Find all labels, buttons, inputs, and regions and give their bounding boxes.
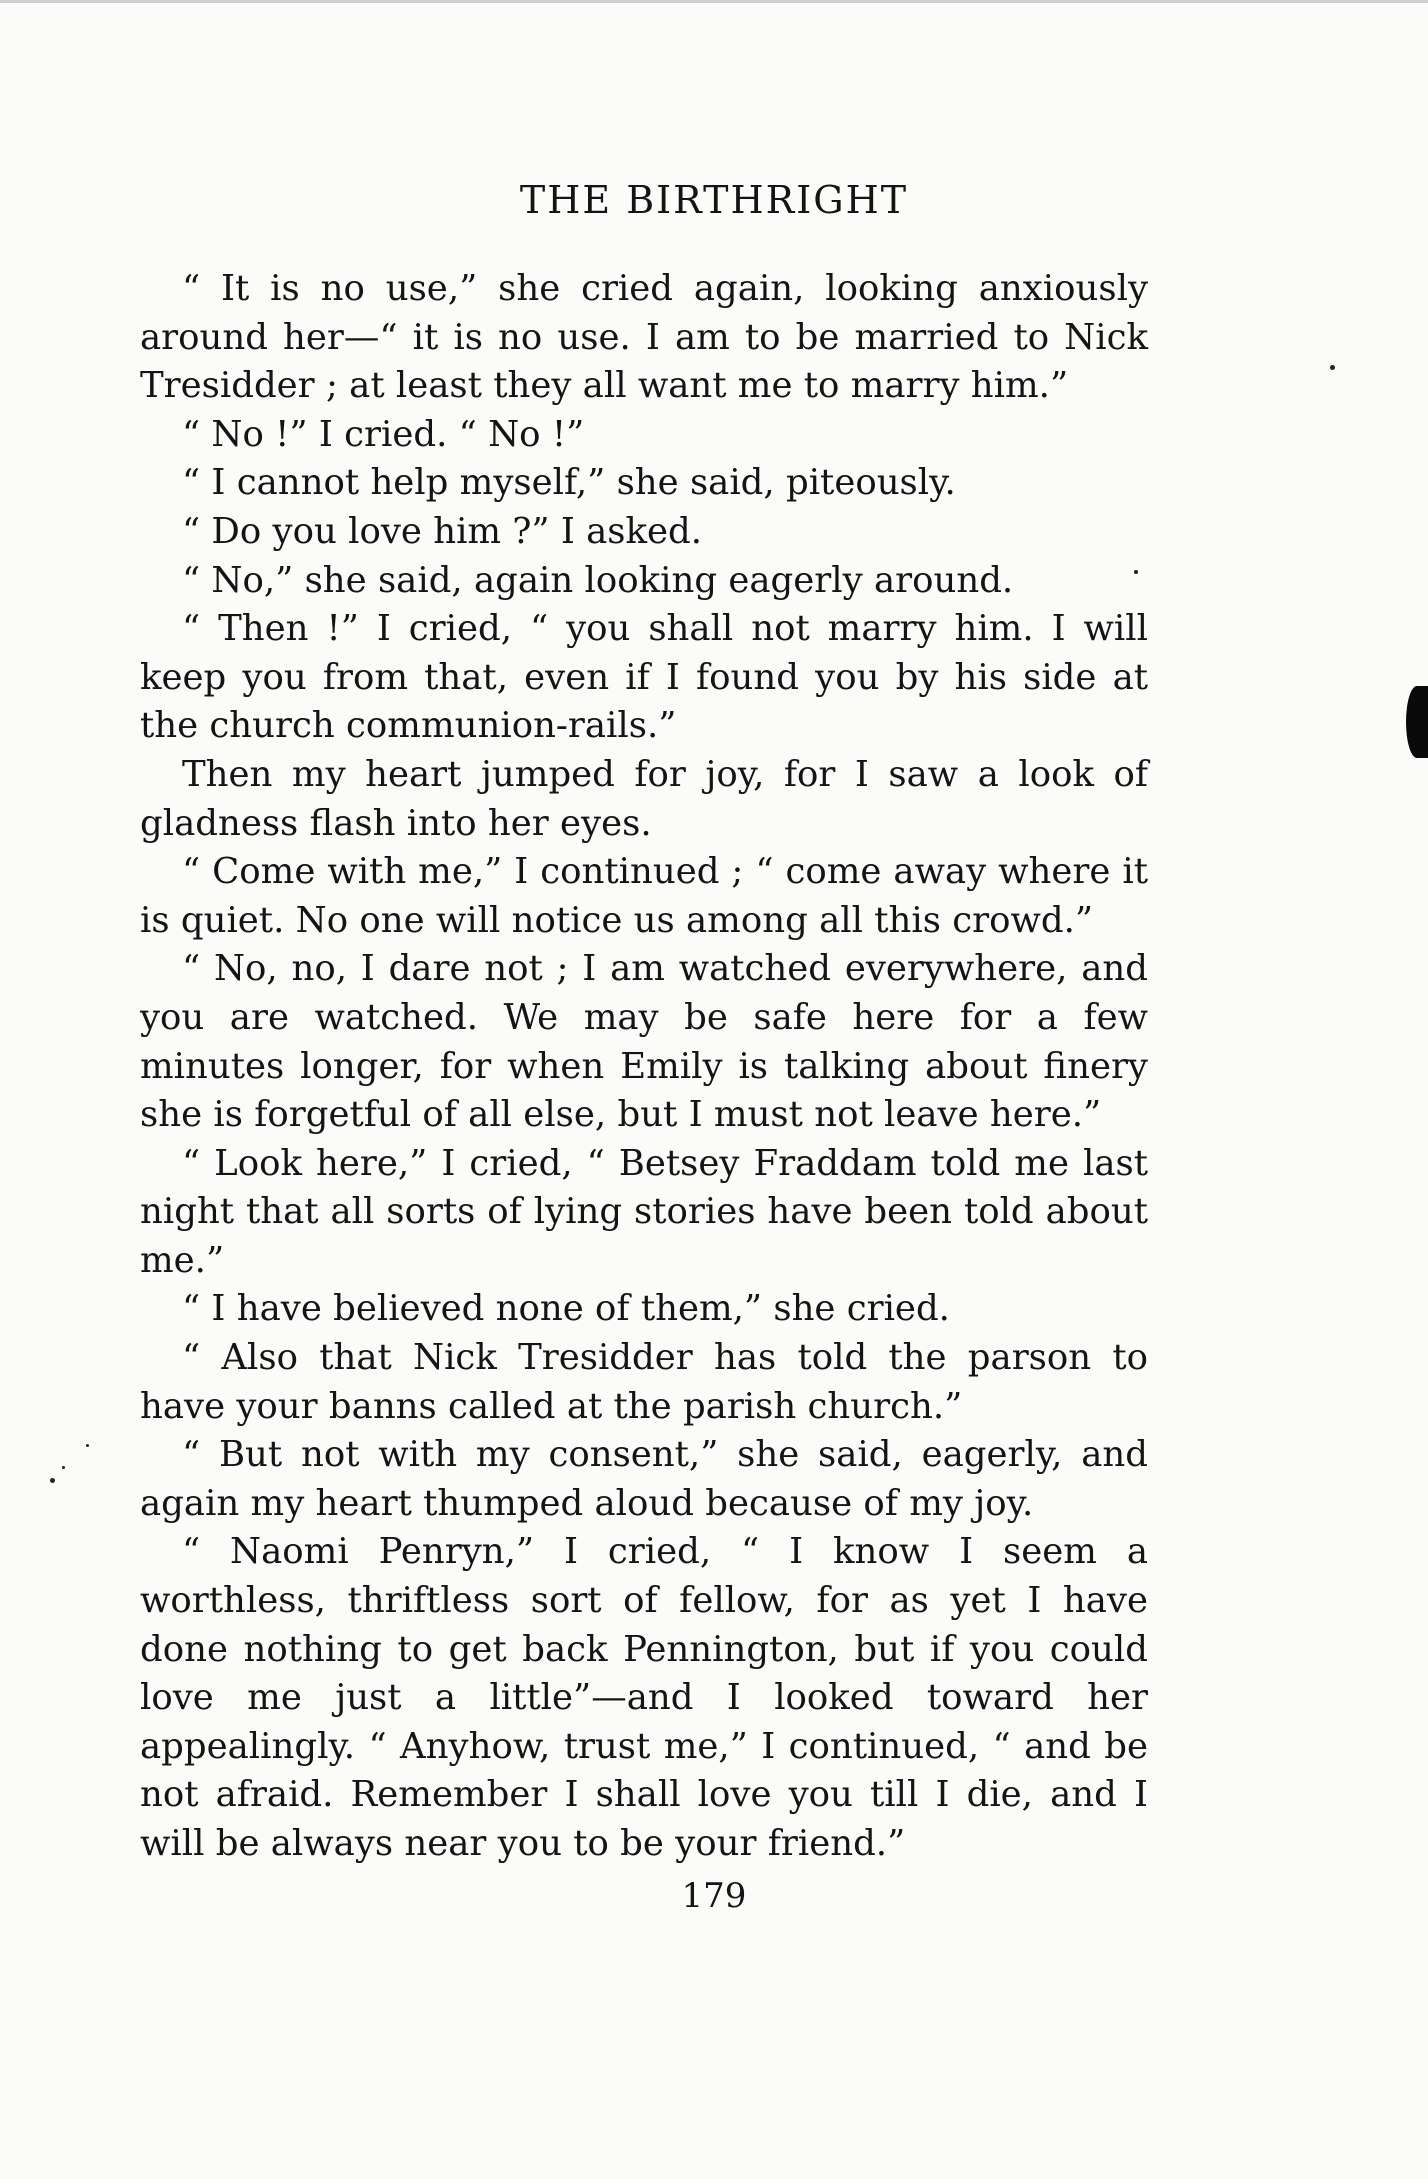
- dust-speck: [62, 1466, 65, 1469]
- paragraph: “ But not with my consent,” she said, eagerly, and again my heart thumped aloud because of my joy.: [140, 1434, 1148, 1524]
- dust-speck: [1330, 365, 1335, 370]
- paragraph: “ Naomi Penryn,” I cried, “ I know I seem a worthless, thriftless sort of fellow, for as yet I have done nothing to get back Pennington, but if you could love me just a little”—and I looked toward her appealingly. “ Anyhow, trust me,” I continued, “ and be not afraid. Remember I shall love you till I die, and I will be always near you to be your friend.”: [140, 1531, 1148, 1864]
- paragraph: “ No, no, I dare not ; I am watched everywhere, and you are watched. We may be safe here for a few minutes longer, for when Emily is talking about finery she is forgetful of all else, but I must not leave here.”: [140, 948, 1148, 1136]
- scan-edge-line: [0, 0, 1428, 3]
- paragraph: “ Do you love him ?” I asked.: [182, 510, 703, 552]
- paragraph: “ Also that Nick Tresidder has told the parson to have your banns called at the parish church.”: [140, 1337, 1148, 1427]
- paragraph: “ Then !” I cried, “ you shall not marry him. I will keep you from that, even if I found you by his side at the church communion-rails.”: [140, 608, 1148, 747]
- paragraph: “ No,” she said, again looking eagerly around.: [182, 559, 1014, 601]
- paragraph: “ Look here,” I cried, “ Betsey Fraddam told me last night that all sorts of lying stories have been told about me.”: [140, 1142, 1148, 1281]
- paragraph: “ No !” I cried. “ No !”: [182, 413, 585, 455]
- dust-speck: [50, 1478, 55, 1483]
- paragraph: Then my heart jumped for joy, for I saw a look of gladness flash into her eyes.: [140, 753, 1148, 844]
- page-number: 179: [681, 1876, 747, 1916]
- dust-speck: [1134, 570, 1138, 574]
- dust-speck: [86, 1444, 89, 1447]
- paragraph: “ I have believed none of them,” she cried.: [182, 1288, 950, 1330]
- running-header: THE BIRTHRIGHT: [519, 178, 909, 222]
- paragraph: “ Come with me,” I continued ; “ come away where it is quiet. No one will notice us among all this crowd.”: [140, 851, 1148, 941]
- paragraph: “ I cannot help myself,” she said, piteously.: [182, 462, 956, 504]
- paragraph: “ It is no use,” she cried again, looking anxiously around her—“ it is no use. I am to be married to Nick Tresidder ; at least they all want me to marry him.”: [140, 268, 1148, 407]
- ink-blot-mark: [1406, 686, 1428, 758]
- page-body: [140, 265, 1148, 1869]
